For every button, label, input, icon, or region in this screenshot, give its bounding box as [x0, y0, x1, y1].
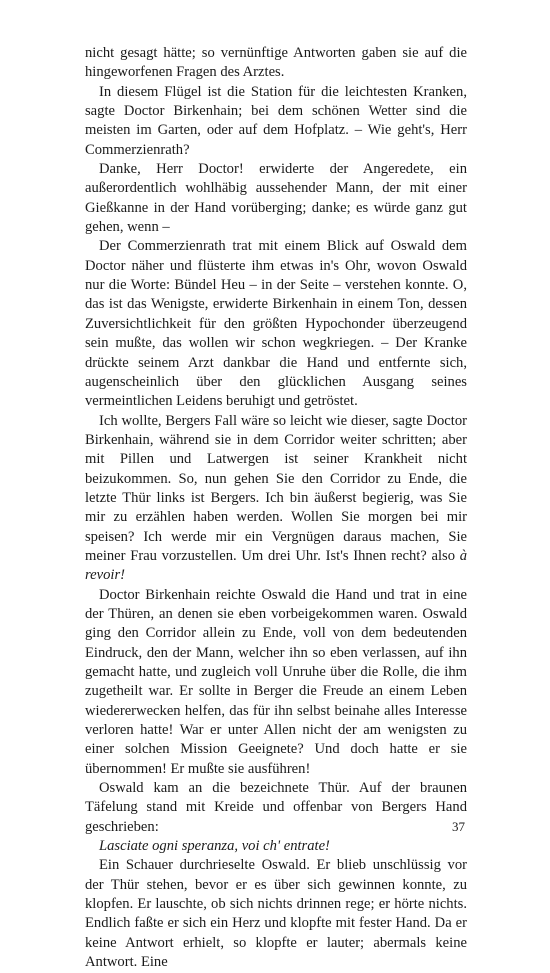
paragraph-text: nicht gesagt hätte; so vernünftige Antworten gaben sie auf die hingeworfenen Fragen des Arztes. — [85, 45, 467, 81]
paragraph-text: Ich wollte, Bergers Fall wäre so leicht wie dieser, sagte Doctor Birkenhain, während sie in dem Corridor weiter schritten; aber mit Pillen und Latwergen ist seiner Krankheit nicht beizukommen. So, nun gehen Sie den Corridor zu Ende, die letzte Thür links ist Bergers. Ich bin äußerst begierig, was Sie mir zu erzählen haben werden. Wollen Sie morgen bei mir speisen? Ich werde mir ein Vergnügen daraus machen, Sie meiner Frau vorzustellen. Um drei Uhr. Ist's Ihnen recht? also — [85, 412, 467, 564]
italic-phrase: à revoir! — [85, 547, 467, 584]
paragraph — [85, 412, 467, 586]
book-page-text — [85, 44, 467, 973]
paragraph — [85, 237, 467, 411]
paragraph — [85, 160, 467, 237]
page-number: 37 — [452, 819, 465, 834]
paragraph-text: In diesem Flügel ist die Station für die leichtesten Kranken, sagte Doctor Birkenhain; bei dem schönen Wetter sind die meisten im Garten, oder auf dem Hofplatz. – Wie geht's, Herr Commerzienrath? — [85, 83, 467, 158]
paragraph — [85, 44, 467, 83]
paragraph-text: Danke, Herr Doctor! erwiderte der Angeredete, ein außerordentlich wohlhäbig aussehender Mann, der mit einer Gießkanne in der Hand vorüberging; danke; es würde ganz gut gehen, wenn – — [85, 161, 467, 236]
paragraph — [85, 779, 467, 837]
paragraph-text: Ein Schauer durchrieselte Oswald. Er blieb unschlüssig vor der Thür stehen, bevor er es über sich gewinnen konnte, zu klopfen. Er lauschte, ob sich nichts drinnen rege; er hörte nichts. Endlich faßte er sich ein Herz und klopfte mit fester Hand. Da er keine Antwort erhielt, so klopfte er lauter; abermals keine Antwort. Eine — [85, 857, 467, 971]
paragraph — [85, 83, 467, 160]
paragraph-text: Oswald kam an die bezeichnete Thür. Auf der braunen Täfelung stand mit Kreide und offenbar von Bergers Hand geschrieben: — [85, 780, 467, 835]
paragraph-text: Der Commerzienrath trat mit einem Blick auf Oswald dem Doctor näher und flüsterte ihm etwas in's Ohr, wovon Oswald nur die Worte: Bündel Heu – in der Seite – verstehen konnte. O, das ist das Wenigste, erwiderte Birkenhain in einem Ton, dessen Zuversichtlichkeit für den größten Hypochonder überzeugend sein mußte, das wollen wir schon wegkriegen. – Der Kranke drückte seinem Arzt dankbar die Hand und entfernte sich, augenscheinlich über den glücklichen Ausgang seines vermeintlichen Leidens beruhigt und getröstet. — [85, 238, 467, 410]
paragraph-text: Doctor Birkenhain reichte Oswald die Hand und trat in eine der Thüren, an denen sie eben vorbeigekommen waren. Oswald ging den Corridor allein zu Ende, voll von dem bedeutenden Eindruck, den der Mann, welcher ihn so eben verlassen, auf ihn gemacht hatte, und zugleich voll Unruhe über die Rolle, die ihm zugetheilt war. Er sollte in Berger die Freude an einem Leben wiedererwecken helfen, das für ihn selbst beinahe alles Interesse verloren hatte! War er unter Allen nicht der am wenigsten zu einer solchen Mission Geeignete? Und doch hatte er sie übernommen! Er mußte sie ausführen! — [85, 586, 467, 777]
paragraph — [85, 586, 467, 779]
paragraph — [85, 856, 467, 972]
inscription-quote — [85, 837, 467, 856]
italic-phrase: Lasciate ogni speranza, voi ch' entrate! — [99, 838, 330, 855]
